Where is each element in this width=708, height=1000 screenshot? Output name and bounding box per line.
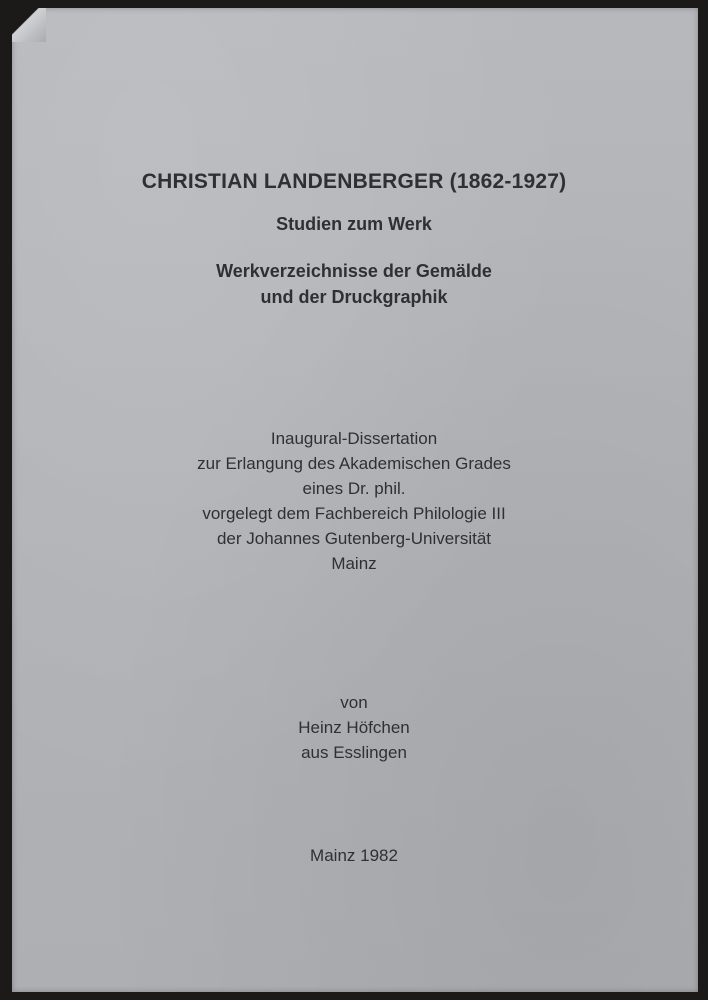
author-line: von <box>340 693 368 712</box>
dissertation-line: vorgelegt dem Fachbereich Philologie III <box>202 504 506 523</box>
dissertation-line: Mainz <box>331 554 377 573</box>
author-block <box>0 690 708 765</box>
catalogue-subtitle-line: Werkverzeichnisse der Gemälde <box>216 261 492 281</box>
dissertation-line: zur Erlangung des Akademischen Grades <box>197 454 511 473</box>
dissertation-statement <box>0 426 708 576</box>
catalogue-subtitle-line: und der Druckgraphik <box>260 287 448 307</box>
folded-corner <box>12 8 46 42</box>
dissertation-line: der Johannes Gutenberg-Universität <box>216 529 492 548</box>
author-name: Heinz Höfchen <box>298 718 410 737</box>
place-and-year: Mainz 1982 <box>310 846 398 865</box>
document-subtitle: Studien zum Werk <box>276 214 432 234</box>
author-origin: aus Esslingen <box>301 743 407 762</box>
document-title: CHRISTIAN LANDENBERGER (1862-1927) <box>141 170 567 193</box>
dissertation-line: eines Dr. phil. <box>302 479 406 498</box>
catalogue-subtitle <box>0 258 708 310</box>
dissertation-line: Inaugural-Dissertation <box>270 429 438 448</box>
